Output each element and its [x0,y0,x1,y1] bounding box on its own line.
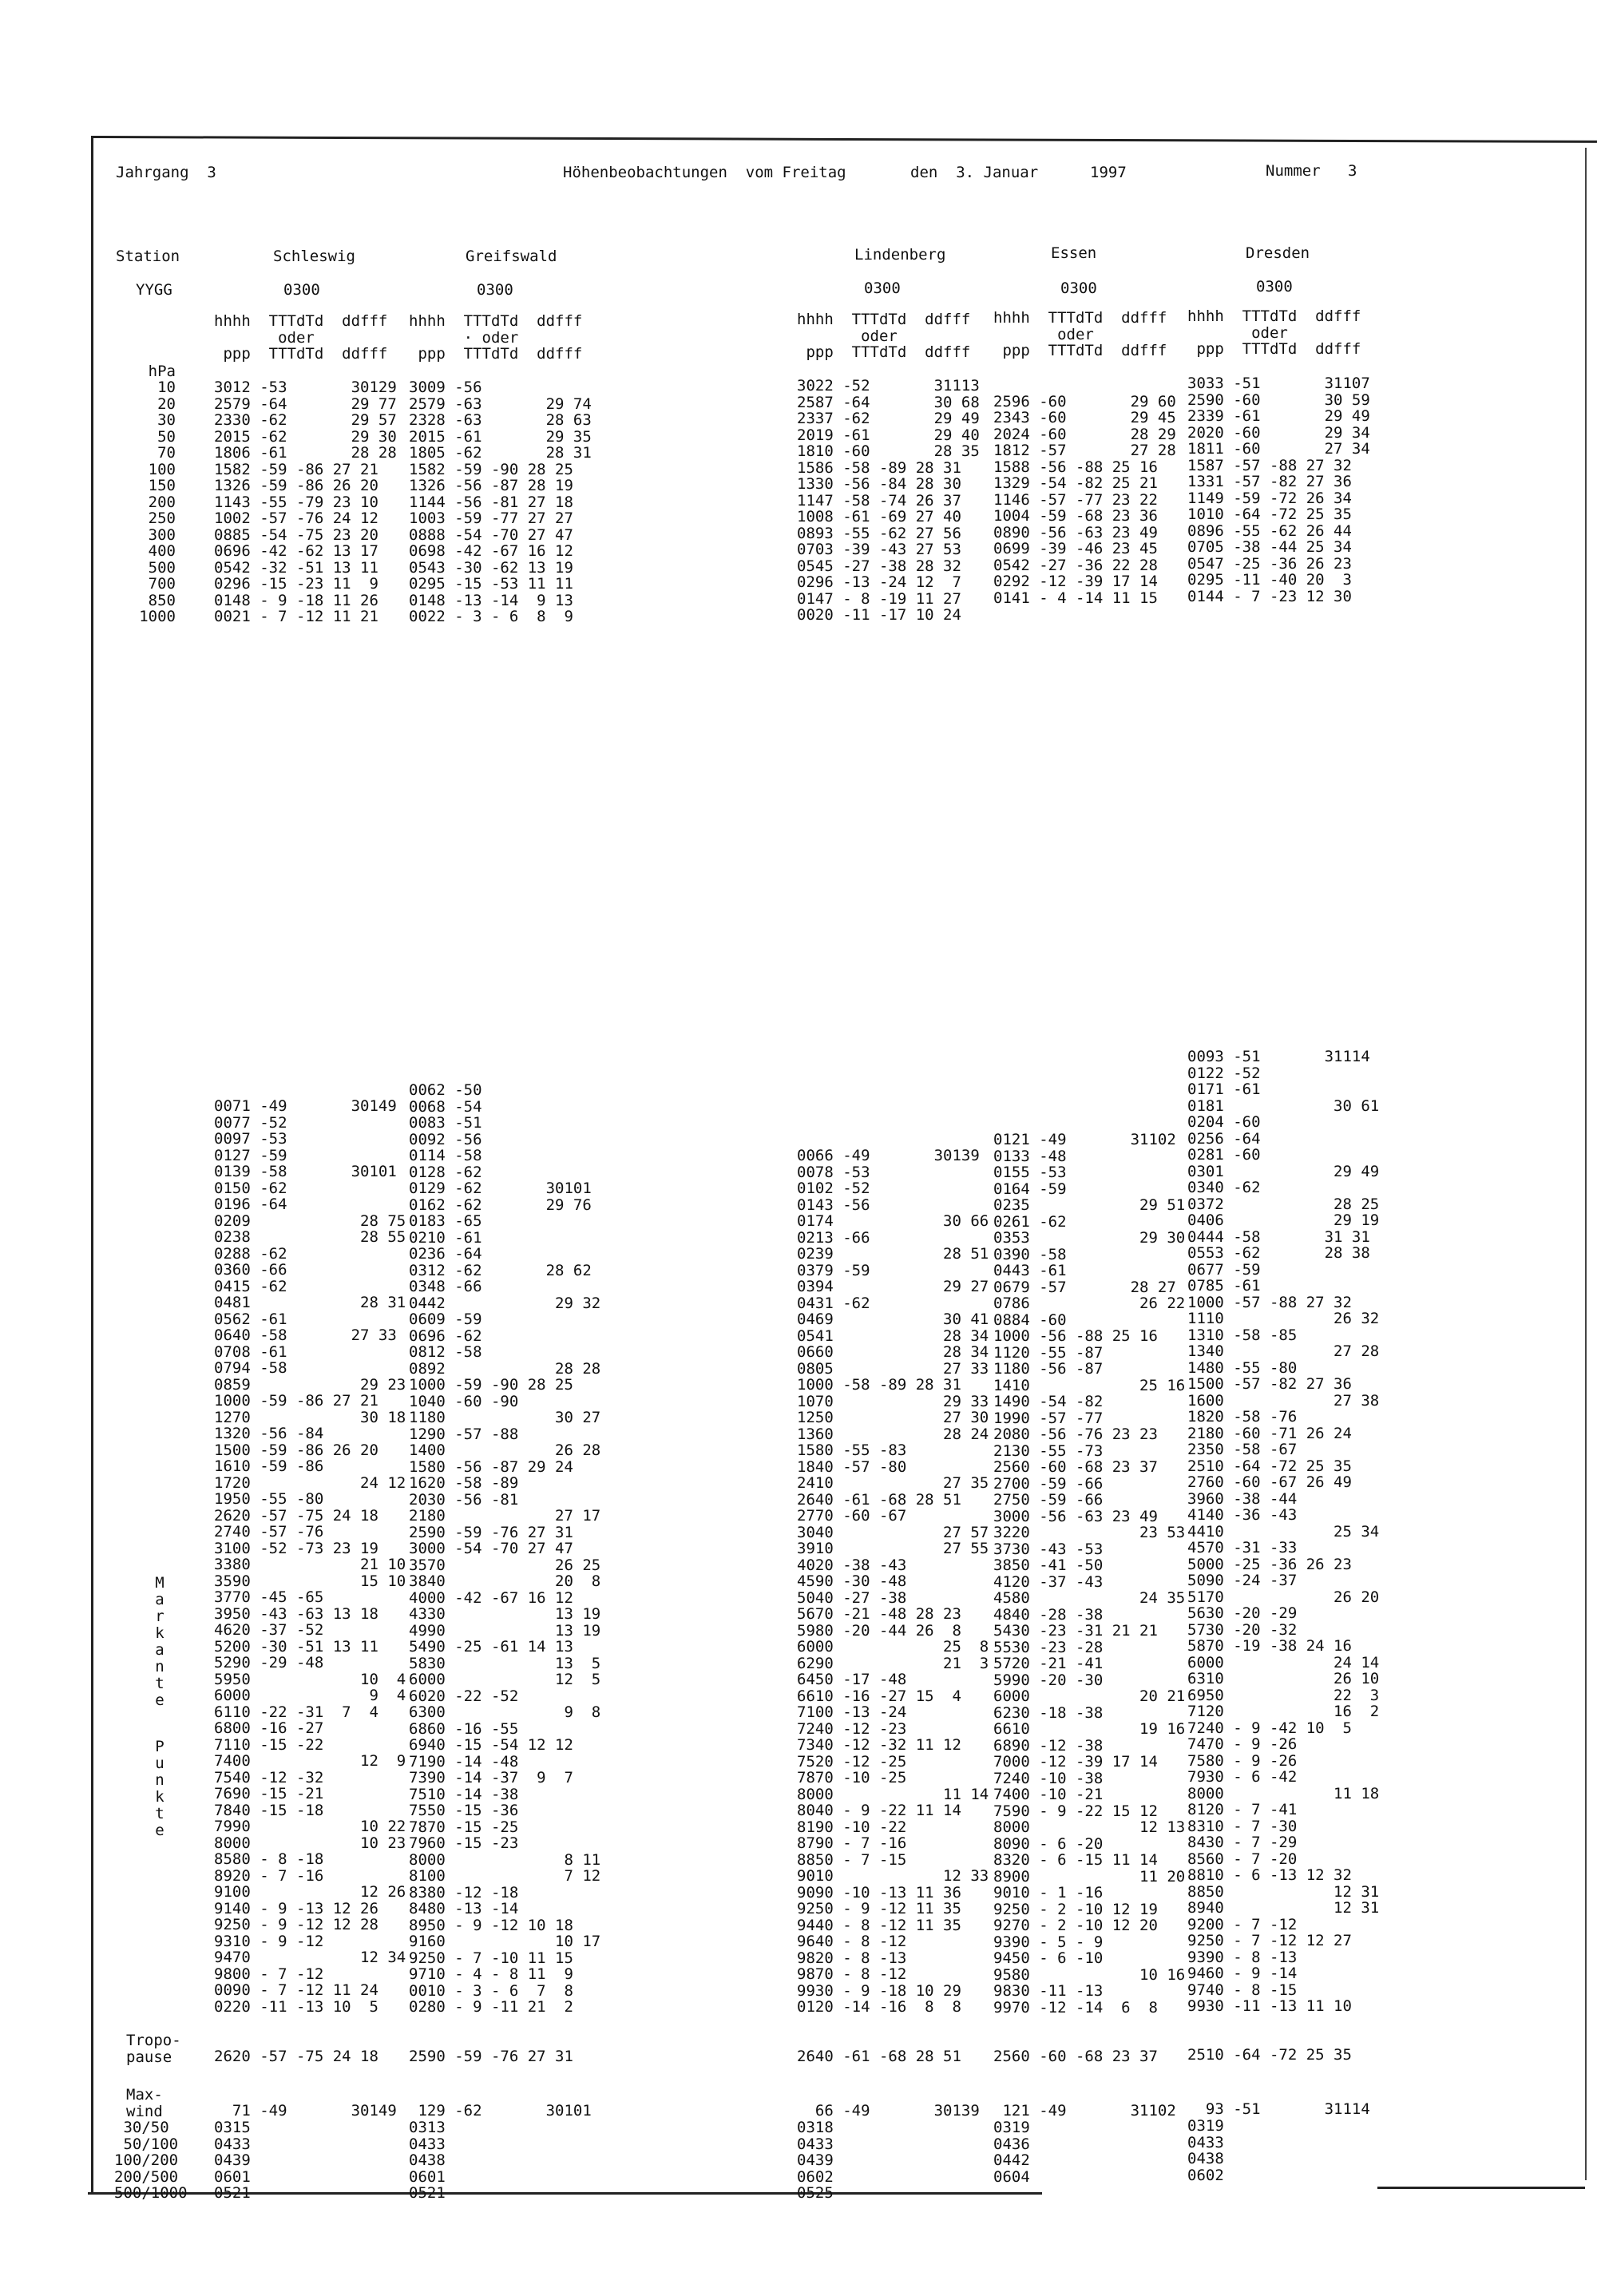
issue-number: Nummer 3 [1266,162,1357,180]
frame-bottom-rule-right [1377,2187,1585,2189]
maxwind-values: 121 -49 31102 [993,2102,1176,2120]
station-label: Station [116,248,180,265]
frame-left-rule [91,136,93,2192]
significant-points: 0062 -50 0068 -54 0083 -51 0092 -56 0114 -58 0128 -62 0129 -62 30101 0162 -62 29 76 0183 -65 0210 -61 0236 -64 0312 -62 28 62 0348 -66 0442 29 32 0609 -59 0696 -62 0812 -58 0892 28 28 1000 -59 -90 28 25 1040 -60 -90 1180 30 27 1290 -57 -88 1400 26 28 1580 -56 -87 29 24 1620 -58 -89 2030 -56 -81 2180 27 17 2590 -59 -76 27 31 3000 -54 -70 27 47 3570 26 25 3840 20 8 4000 -42 -67 16 12 4330 13 19 4990 13 19 5490 -25 -61 14 13 5830 13 5 6000 12 5 6020 -22 -52 6300 9 8 6860 -16 -55 6940 -15 -54 12 12 7190 -14 -48 7390 -14 -37 9 7 7510 -14 -38 7550 -15 -36 7870 -15 -25 7960 -15 -23 8000 8 11 8100 7 12 8380 -12 -18 8480 -13 -14 8950 - 9 -12 10 18 9160 10 17 9250 - 7 -10 11 15 9710 - 4 - 8 11 9 0010 - 3 - 6 7 8 0280 - 9 -11 21 2 [409,1081,601,2016]
station-time: 0300 [477,281,513,299]
significant-points: 0093 -51 31114 0122 -52 0171 -61 0181 30 61 0204 -60 0256 -64 0281 -60 0301 29 49 0340 -62 0372 28 25 0406 29 19 0444 -58 31 31 0553 -62 28 38 0677 -59 0785 -61 1000 -57 -88 27 32 1110 26 32 1310 -58 -85 1340 27 28 1480 -55 -80 1500 -57 -82 27 36 1600 27 38 1820 -58 -76 2180 -60 -71 26 24 2350 -58 -67 2510 -64 -72 25 35 2760 -60 -67 26 49 3960 -38 -44 4140 -36 -43 4410 25 34 4570 -31 -33 5000 -25 -36 26 23 5090 -24 -37 5170 26 20 5630 -20 -29 5730 -20 -32 5870 -19 -38 24 16 6000 24 14 6310 26 10 6950 22 3 7120 16 2 7240 - 9 -42 10 5 7470 - 9 -26 7580 - 9 -26 7930 - 6 -42 8000 11 18 8120 - 7 -41 8310 - 7 -30 8430 - 7 -29 8560 - 7 -20 8810 - 6 -13 12 32 8850 12 31 8940 12 31 9200 - 7 -12 9250 - 7 -12 12 27 9390 - 8 -13 9460 - 9 -14 9740 - 8 -15 9930 -11 -13 11 10 [1187,1048,1380,2015]
station-time: 0300 [1256,278,1293,295]
tropopause-values: 2510 -64 -72 25 35 [1187,2046,1352,2064]
column-header: hhhh TTTdTd ddfff oder ppp TTTdTd ddfff [993,309,1167,359]
tropopause-values: 2590 -59 -76 27 31 [409,2048,573,2065]
date-label: den 3. Januar [910,164,1039,181]
wind-shear-values: 0319 0436 0442 0604 [993,2119,1030,2186]
pressure-levels: 10 20 30 50 70 100 150 200 250 300 400 500 700 850 1000 [139,379,176,625]
wind-shear-values: 0318 0433 0439 0602 0525 [797,2119,834,2202]
wind-shear-values: 0319 0433 0438 0602 [1187,2117,1224,2184]
maxwind-label: Max- wind [126,2086,163,2120]
year-label: 1997 [1090,164,1127,181]
yygg-label: YYGG [136,281,172,299]
maxwind-values: 71 -49 30149 [214,2102,397,2120]
column-header: hhhh TTTdTd ddfff oder ppp TTTdTd ddfff [797,311,971,361]
station-time: 0300 [1060,280,1097,297]
maxwind-values: 66 -49 30139 [797,2102,980,2120]
column-header: hhhh TTTdTd ddfff · oder ppp TTTdTd ddfff [409,312,583,363]
column-header: hhhh TTTdTd ddfff oder ppp TTTdTd ddfff [214,312,388,363]
station-name: Dresden [1246,244,1310,262]
station-name: Essen [1051,244,1097,262]
standard-levels: 2596 -60 29 60 2343 -60 29 45 2024 -60 28 29 1812 -57 27 28 1588 -56 -88 25 16 1329 -54 -82 25 21 1146 -57 -77 23 22 1004 -59 -68 23 36 0890 -56 -63 23 49 0699 -39 -46 23 45 0542 -27 -36 22 28 0292 -12 -39 17 14 0141 - 4 -14 11 15 [993,392,1176,607]
maxwind-values: 129 -62 30101 [409,2102,592,2120]
wind-shear-values: 0313 0433 0438 0601 0521 [409,2119,446,2202]
standard-levels: 3012 -53 30129 2579 -64 29 77 2330 -62 29 57 2015 -62 29 30 1806 -61 28 28 1582 -59 -86 27 21 1326 -59 -86 26 20 1143 -55 -79 23 10 1002 -57 -76 24 12 0885 -54 -75 23 20 0696 -42 -62 13 17 0542 -32 -51 13 11 0296 -15 -23 11 9 0148 - 9 -18 11 26 0021 - 7 -12 11 21 [214,379,397,625]
tropopause-label: Tropo- pause [126,2032,181,2066]
tropopause-values: 2560 -60 -68 23 37 [993,2048,1158,2065]
marked-points-label-1: M a r k a n t e [155,1574,164,1709]
significant-points: 0121 -49 31102 0133 -48 0155 -53 0164 -59 0235 29 51 0261 -62 0353 29 30 0390 -58 0443 -61 0679 -57 28 27 0786 26 22 0884 -60 1000 -56 -88 25 16 1120 -55 -87 1180 -56 -87 1410 25 16 1490 -54 -82 1990 -57 -77 2080 -56 -76 23 23 2130 -55 -73 2560 -60 -68 23 37 2700 -59 -66 2750 -59 -66 3000 -56 -63 23 49 3220 23 53 3730 -43 -53 3850 -41 -50 4120 -37 -43 4580 24 35 4840 -28 -38 5430 -23 -31 21 21 5530 -23 -28 5720 -21 -41 5990 -20 -30 6000 20 21 6230 -18 -38 6610 19 16 6890 -12 -38 7000 -12 -39 17 14 7240 -10 -38 7400 -10 -21 7590 - 9 -22 15 12 8000 12 13 8090 - 6 -20 8320 - 6 -15 11 14 8900 11 20 9010 - 1 -16 9250 - 2 -10 12 19 9270 - 2 -10 12 20 9390 - 5 - 9 9450 - 6 -10 9580 10 16 9830 -11 -13 9970 -12 -14 6 8 [993,1131,1186,2016]
tropopause-values: 2620 -57 -75 24 18 [214,2048,378,2065]
frame-right-rule [1585,148,1587,2180]
page-title: Höhenbeobachtungen vom Freitag [563,164,846,181]
station-name: Schleswig [273,248,355,265]
significant-points: 0066 -49 30139 0078 -53 0102 -52 0143 -56 0174 30 66 0213 -66 0239 28 51 0379 -59 0394 29 27 0431 -62 0469 30 41 0541 28 34 0660 28 34 0805 27 33 1000 -58 -89 28 31 1070 29 33 1250 27 30 1360 28 24 1580 -55 -83 1840 -57 -80 2410 27 35 2640 -61 -68 28 51 2770 -60 -67 3040 27 57 3910 27 55 4020 -38 -43 4590 -30 -48 5040 -27 -38 5670 -21 -48 28 23 5980 -20 -44 26 8 6000 25 8 6290 21 3 6450 -17 -48 6610 -16 -27 15 4 7100 -13 -24 7240 -12 -23 7340 -12 -32 11 12 7520 -12 -25 7870 -10 -25 8000 11 14 8040 - 9 -22 11 14 8190 -10 -22 8790 - 7 -16 8850 - 7 -15 9010 12 33 9090 -10 -13 11 36 9250 - 9 -12 11 35 9440 - 8 -12 11 35 9640 - 8 -12 9820 - 8 -13 9870 - 8 -12 9930 - 9 -18 10 29 0120 -14 -16 8 8 [797,1147,989,2016]
hpa-label: hPa [148,363,176,380]
wind-shear-labels: 30/50 50/100 100/200 200/500 500/1000 [114,2119,188,2202]
wind-shear-values: 0315 0433 0439 0601 0521 [214,2119,251,2202]
tropopause-values: 2640 -61 -68 28 51 [797,2048,961,2065]
frame-top-rule [92,136,1597,143]
standard-levels: 3009 -56 2579 -63 29 74 2328 -63 28 63 2015 -61 29 35 1805 -62 28 31 1582 -59 -90 28 25 1326 -56 -87 28 19 1144 -56 -81 27 18 1003 -59 -77 27 27 0888 -54 -70 27 47 0698 -42 -67 16 12 0543 -30 -62 13 19 0295 -15 -53 11 11 0148 -13 -14 9 13 0022 - 3 - 6 8 9 [409,379,592,625]
station-time: 0300 [283,281,320,299]
jahrgang-label: Jahrgang 3 [116,164,216,181]
station-time: 0300 [864,280,901,297]
significant-points: 0071 -49 30149 0077 -52 0097 -53 0127 -59 0139 -58 30101 0150 -62 0196 -64 0209 28 75 0238 28 55 0288 -62 0360 -66 0415 -62 0481 28 31 0562 -61 0640 -58 27 33 0708 -61 0794 -58 0859 29 23 1000 -59 -86 27 21 1270 30 18 1320 -56 -84 1500 -59 -86 26 20 1610 -59 -86 1720 24 12 1950 -55 -80 2620 -57 -75 24 18 2740 -57 -76 3100 -52 -73 23 19 3380 21 10 3590 15 10 3770 -45 -65 3950 -43 -63 13 18 4620 -37 -52 5200 -30 -51 13 11 5290 -29 -48 5950 10 4 6000 9 4 6110 -22 -31 7 4 6800 -16 -27 7110 -15 -22 7400 12 9 7540 -12 -32 7690 -15 -21 7840 -15 -18 7990 10 22 8000 10 23 8580 - 8 -18 8920 - 7 -16 9100 12 26 9140 - 9 -13 12 26 9250 - 9 -12 12 28 9310 - 9 -12 9470 12 34 9800 - 7 -12 0090 - 7 -12 11 24 0220 -11 -13 10 5 [214,1097,406,2016]
column-header: hhhh TTTdTd ddfff oder ppp TTTdTd ddfff [1187,307,1361,358]
standard-levels: 3022 -52 31113 2587 -64 30 68 2337 -62 29 49 2019 -61 29 40 1810 -60 28 35 1586 -58 -89 28 31 1330 -56 -84 28 30 1147 -58 -74 26 37 1008 -61 -69 27 40 0893 -55 -62 27 56 0703 -39 -43 27 53 0545 -27 -38 28 32 0296 -13 -24 12 7 0147 - 8 -19 11 27 0020 -11 -17 10 24 [797,377,980,624]
station-name: Lindenberg [854,246,946,264]
marked-points-label-2: P u n k t e [155,1738,164,1839]
maxwind-values: 93 -51 31114 [1187,2100,1370,2118]
standard-levels: 3033 -51 31107 2590 -60 30 59 2339 -61 29 49 2020 -60 29 34 1811 -60 27 34 1587 -57 -88 27 32 1331 -57 -82 27 36 1149 -59 -72 26 34 1010 -64 -72 25 35 0896 -55 -62 26 44 0705 -38 -44 25 34 0547 -25 -36 26 23 0295 -11 -40 20 3 0144 - 7 -23 12 30 [1187,375,1370,605]
station-name: Greifswald [466,248,557,265]
